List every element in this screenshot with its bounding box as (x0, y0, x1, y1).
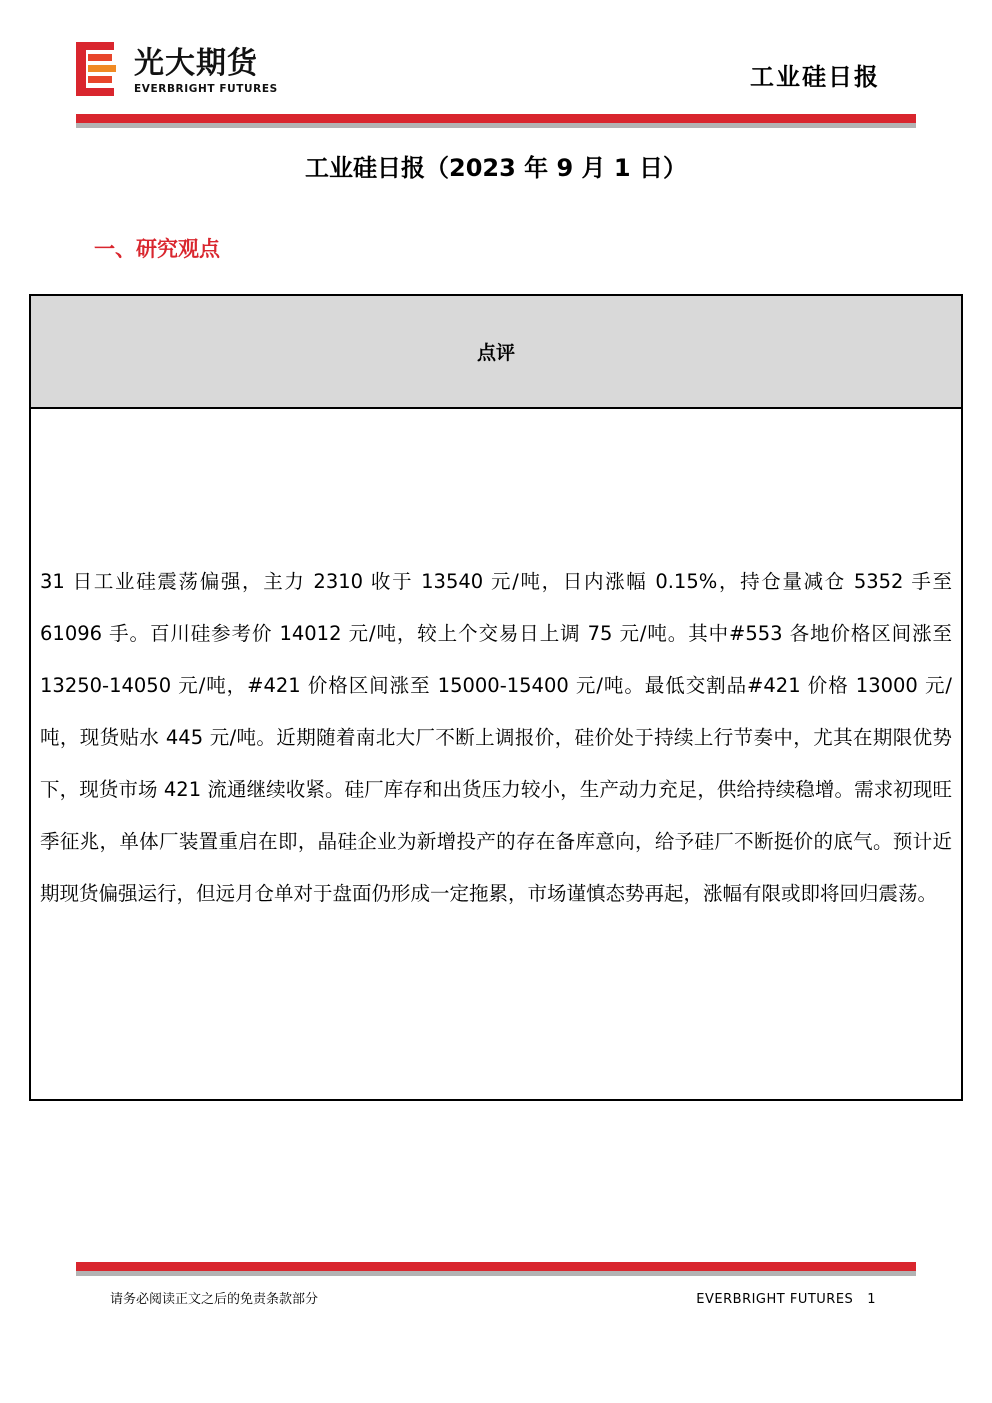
everbright-logo-icon (76, 42, 118, 96)
footer-disclaimer: 请务必阅读正文之后的免责条款部分 (110, 1292, 319, 1307)
header-divider (76, 114, 916, 128)
section-heading: 一、研究观点 (94, 237, 220, 261)
document-title: 工业硅日报（2023 年 9 月 1 日） (305, 154, 687, 182)
comment-text: 31 日工业硅震荡偏强，主力 2310 收于 13540 元/吨，日内涨幅 0.15%，持仓量减仓 5352 手至 61096 手。百川硅参考价 14012 元/吨，较上个交易日上调 75 元/吨。其中#553 各地价格区间涨至 13250-14050 元/吨，#421 价格区间涨至 15000-15400 元/吨。最低交割品#421 价格 13000 元/吨，现货贴水 445 元/吨。近期随着南北大厂不断上调报价，硅价处于持续上行节奏中，尤其在期限优势下，现货市场 421 流通继续收紧。硅厂库存和出货压力较小，生产动力充足，供给持续稳增。需求初现旺季征兆，单体厂装置重启在即，晶硅企业为新增投产的存在备库意向，给予硅厂不断挺价的底气。预计近期现货偏强运行，但远月仓单对于盘面仍形成一定拖累，市场谨慎态势再起，涨幅有限或即将回归震荡。 (40, 570, 952, 905)
footer-brand: EVERBRIGHT FUTURES (696, 1292, 854, 1307)
comment-table (29, 294, 963, 1101)
header-report-type: 工业硅日报 (750, 63, 880, 91)
brand-name-en: EVERBRIGHT FUTURES (134, 83, 278, 95)
brand-name-cn: 光大期货 (134, 46, 258, 81)
comment-table-header: 点评 (31, 296, 961, 409)
footer-divider (76, 1262, 916, 1276)
page-number: 1 (867, 1292, 876, 1307)
brand-logo (76, 42, 286, 98)
footer-brand-page (696, 1290, 876, 1310)
